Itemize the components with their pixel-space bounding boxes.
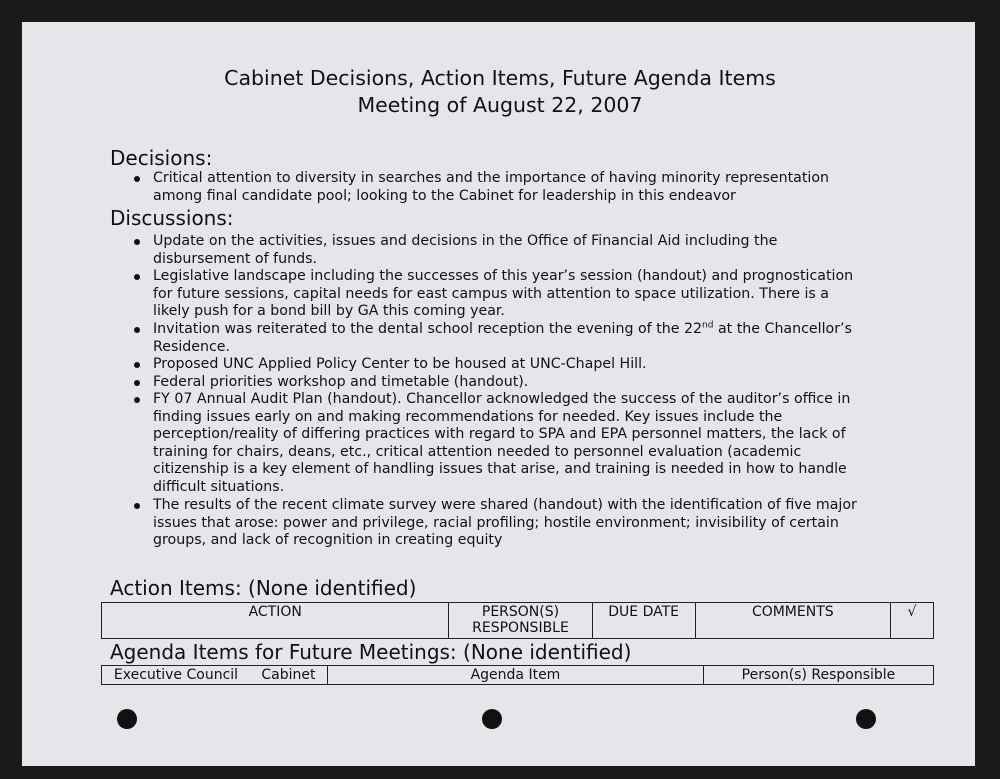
bullet	[134, 380, 140, 386]
bullet	[134, 239, 140, 245]
discussion-item: Update on the activities, issues and decisions in the Office of Financial Aid including the disbursement of funds.	[153, 233, 778, 267]
action-items-table	[101, 602, 934, 639]
punch-hole	[482, 709, 502, 729]
discussion-item: The results of the recent climate survey were shared (handout) with the identification of five major issues that arose: power and privilege, racial profiling; hostile environment; invisibility of certain groups, and lack of recognition in creating equity	[153, 497, 857, 548]
column-header: COMMENTS	[695, 603, 890, 639]
bullet	[134, 274, 140, 280]
column-header: Executive Council	[102, 666, 250, 685]
meeting-date: Meeting of August 22, 2007	[357, 93, 643, 117]
discussion-item: FY 07 Annual Audit Plan (handout). Chancellor acknowledged the success of the auditor’s office in finding issues early on and making recommendations for needed. Key issues include the perception/reality of differing practices with regard to SPA and EPA personnel matters, the lack of training for chairs, deans, etc., critical attention needed to personnel evaluation (academic citizenship is a key element of handling issues that arise, and training is needed in how to handle difficult situations.	[153, 391, 851, 495]
column-header: Agenda Item	[327, 666, 703, 685]
bullet	[134, 397, 140, 403]
future-agenda-table	[101, 665, 934, 685]
discussion-item: Federal priorities workshop and timetable (handout).	[153, 374, 529, 390]
column-header: ACTION	[102, 603, 449, 639]
decision-item: Critical attention to diversity in searches and the importance of having minority representation among final candidate pool; looking to the Cabinet for leadership in this endeavor	[153, 170, 830, 204]
discussions-heading: Discussions:	[110, 206, 234, 230]
column-header: Cabinet	[250, 666, 328, 685]
decisions-heading: Decisions:	[110, 146, 213, 170]
discussion-item: Proposed UNC Applied Policy Center to be housed at UNC-Chapel Hill.	[153, 356, 647, 372]
column-header: DUE DATE	[592, 603, 695, 639]
action-items-heading: Action Items: (None identified)	[110, 576, 417, 600]
future-agenda-heading: Agenda Items for Future Meetings: (None identified)	[110, 640, 632, 664]
discussion-item: Legislative landscape including the successes of this year’s session (handout) and prognostication for future sessions, capital needs for east campus with attention to space utilization. There is a likely push for a bond bill by GA this coming year.	[153, 268, 854, 319]
punch-hole	[856, 709, 876, 729]
table-header-row	[102, 666, 934, 685]
table-header-row	[102, 603, 934, 639]
bullet	[134, 327, 140, 333]
punch-hole	[117, 709, 137, 729]
discussion-item: Invitation was reiterated to the dental school reception the evening of the 22nd at the Chancellor’s Residence.	[153, 320, 852, 355]
bullet	[134, 362, 140, 368]
check-column-header: √	[890, 603, 933, 639]
column-header: PERSON(S) RESPONSIBLE	[449, 603, 592, 639]
bullet	[134, 176, 140, 182]
bullet	[134, 503, 140, 509]
column-header: Person(s) Responsible	[703, 666, 933, 685]
document-title: Cabinet Decisions, Action Items, Future Agenda Items	[224, 66, 776, 90]
